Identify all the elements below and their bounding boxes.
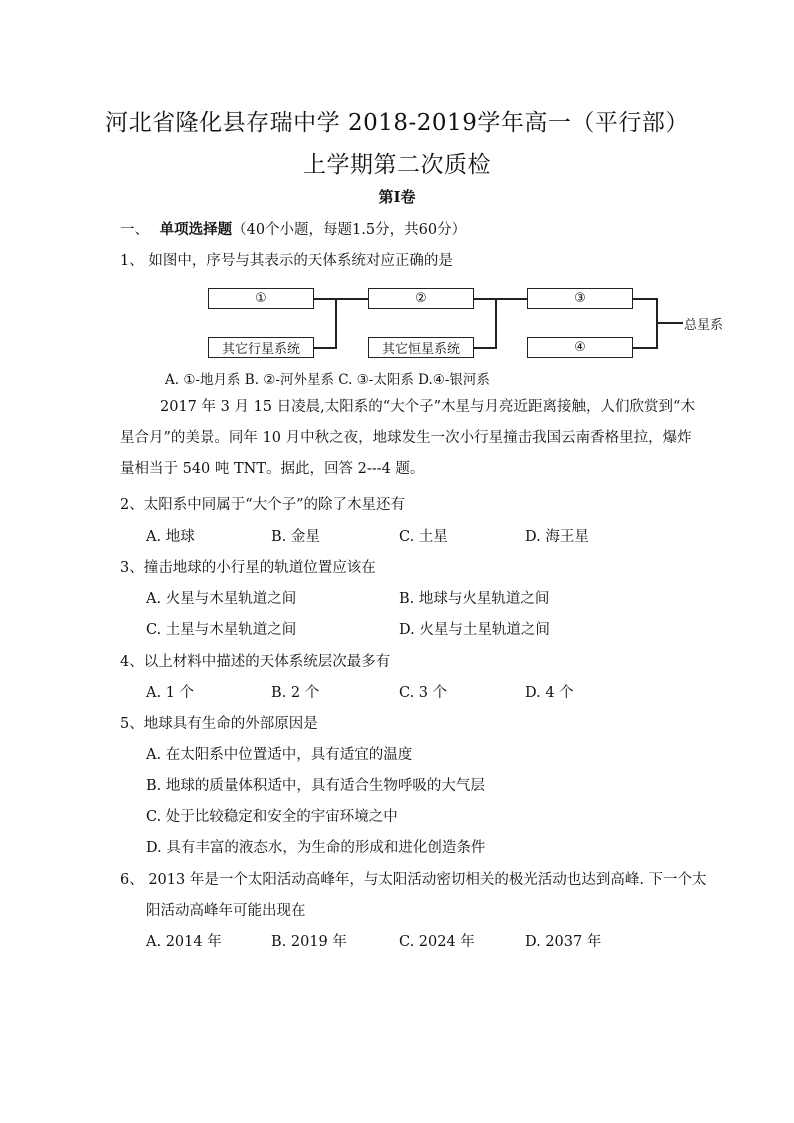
question-5-option-a: A. 在太阳系中位置适中，具有适宜的温度 <box>146 747 413 763</box>
question-4-option-a: A. 1 个 <box>146 685 195 701</box>
section-number: 一、 <box>120 222 149 238</box>
question-2-option-a: A. 地球 <box>146 529 195 545</box>
diagram-box-1: ① <box>208 288 314 309</box>
diagram-connector <box>474 347 496 349</box>
question-2-stem: 2、太阳系中同属于“大个子”的除了木星还有 <box>120 497 406 513</box>
question-1-options: A. ①-地月系 B. ②-河外星系 C. ③-太阳系 D.④-银河系 <box>165 372 490 388</box>
question-4-option-b: B. 2 个 <box>271 685 320 701</box>
question-5-option-c: C. 处于比较稳定和安全的宇宙环境之中 <box>146 809 398 825</box>
question-4-stem: 4、以上材料中描述的天体系统层次最多有 <box>120 654 391 670</box>
question-2-option-b: B. 金星 <box>271 529 320 545</box>
diagram-connector <box>495 298 497 349</box>
diagram-connector <box>474 298 496 300</box>
volume-label: 第I卷 <box>378 188 416 206</box>
question-3-option-b: B. 地球与火星轨道之间 <box>399 591 550 607</box>
diagram-connector <box>336 298 368 300</box>
material-line-3: 量相当于 540 吨 TNT。据此，回答 2---4 题。 <box>120 461 425 477</box>
page-title-line1: 河北省隆化县存瑞中学 2018-2019学年高一（平行部） <box>105 110 689 136</box>
diagram-box-3: ③ <box>527 288 633 309</box>
question-5-option-d: D. 具有丰富的液态水，为生命的形成和进化创造条件 <box>146 840 486 856</box>
question-4-option-d: D. 4 个 <box>525 685 574 701</box>
section-name: 单项选择题 <box>159 221 233 238</box>
diagram-connector <box>633 298 657 300</box>
question-3-option-c: C. 土星与木星轨道之间 <box>146 622 297 638</box>
question-5-option-b: B. 地球的质量体积适中，具有适合生物呼吸的大气层 <box>146 778 485 794</box>
question-3-stem: 3、撞击地球的小行星的轨道位置应该在 <box>120 560 376 576</box>
diagram-connector <box>335 298 337 349</box>
question-6-option-c: C. 2024 年 <box>399 934 475 950</box>
question-6-stem-line-2: 阳活动高峰年可能出现在 <box>146 903 306 919</box>
diagram-connector <box>496 298 527 300</box>
diagram-box-2: ② <box>368 288 474 309</box>
diagram-connector <box>633 347 657 349</box>
question-6-stem-line-1: 6、 2013 年是一个太阳活动高峰年，与太阳活动密切相关的极光活动也达到高峰. 下一个太 <box>120 872 707 888</box>
diagram-box-other-stellar: 其它恒星系统 <box>368 337 474 358</box>
material-line-1: 2017 年 3 月 15 日凌晨,太阳系的“大个子”木星与月亮近距离接触，人们欣赏到“木 <box>160 399 695 415</box>
page-title-line2: 上学期第二次质检 <box>303 152 491 178</box>
question-3-option-d: D. 火星与土星轨道之间 <box>399 622 550 638</box>
question-6-option-d: D. 2037 年 <box>525 934 602 950</box>
section-note: （40个小题，每题1.5分，共60分） <box>232 222 467 238</box>
diagram-connector <box>657 322 683 324</box>
question-2-option-c: C. 土星 <box>399 529 448 545</box>
diagram-label-total: 总星系 <box>684 318 724 333</box>
material-line-2: 星合月”的美景。同年 10 月中秋之夜，地球发生一次小行星撞击我国云南香格里拉，爆炸 <box>120 430 692 446</box>
question-4-option-c: C. 3 个 <box>399 685 448 701</box>
question-5-stem: 5、地球具有生命的外部原因是 <box>120 716 318 732</box>
section-heading <box>120 218 466 239</box>
diagram-connector <box>314 347 336 349</box>
question-1-stem: 1、 如图中，序号与其表示的天体系统对应正确的是 <box>120 253 453 269</box>
diagram-box-4: ④ <box>527 337 633 358</box>
question-6-option-b: B. 2019 年 <box>271 934 347 950</box>
diagram-connector <box>314 298 336 300</box>
question-3-option-a: A. 火星与木星轨道之间 <box>146 591 297 607</box>
diagram-box-other-planetary: 其它行星系统 <box>208 337 314 358</box>
question-2-option-d: D. 海王星 <box>525 529 589 545</box>
question-6-option-a: A. 2014 年 <box>146 934 222 950</box>
